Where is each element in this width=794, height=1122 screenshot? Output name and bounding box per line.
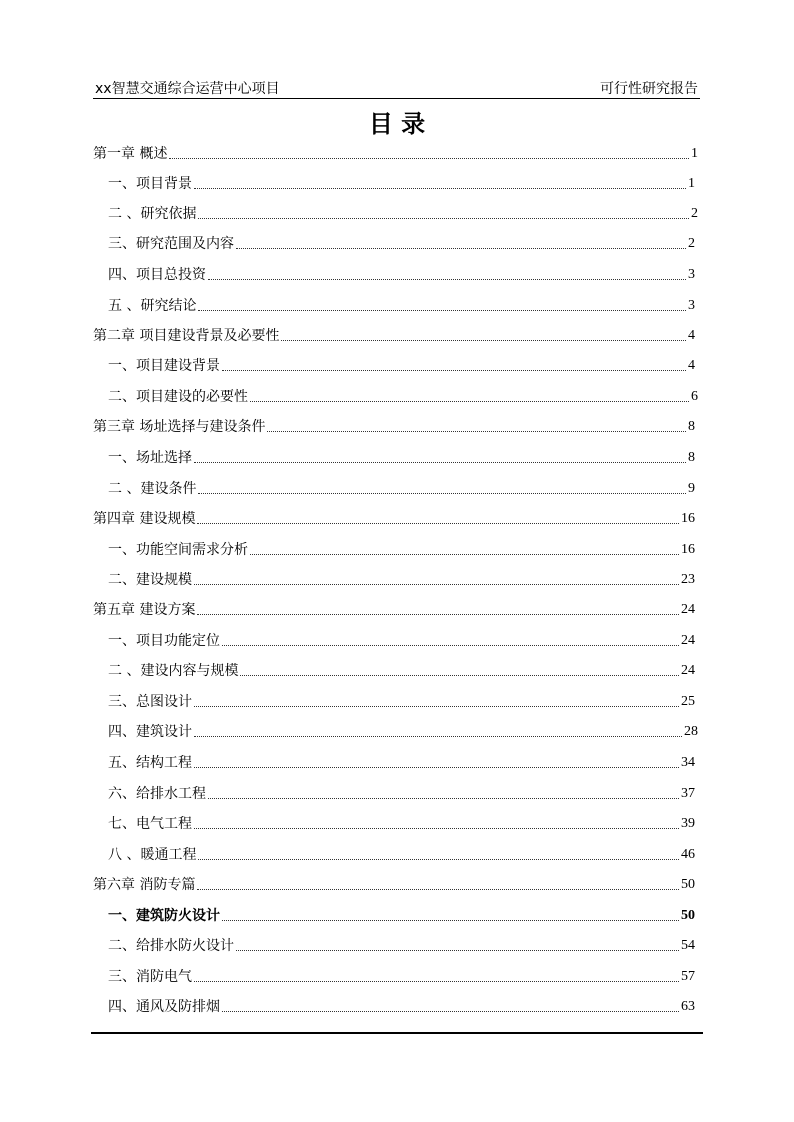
toc-leader [198, 310, 686, 311]
toc-label: 七、电气工程 [108, 816, 192, 832]
toc-leader [197, 614, 679, 615]
toc-section[interactable] [108, 934, 695, 956]
toc-chapter[interactable] [93, 598, 695, 620]
toc-page-number: 3 [688, 267, 695, 282]
toc-page-number: 1 [691, 146, 698, 161]
toc-leader [169, 158, 689, 159]
toc-section[interactable] [108, 690, 695, 712]
toc-label: 第四章 建设规模 [93, 511, 196, 527]
toc-label: 八 、暖通工程 [108, 847, 197, 863]
header-report-type: 可行性研究报告 [600, 81, 698, 97]
toc-section[interactable] [108, 782, 695, 804]
toc-label: 第二章 项目建设背景及必要性 [93, 328, 280, 344]
toc-page-number: 23 [681, 572, 695, 587]
toc-label: 第三章 场址选择与建设条件 [93, 419, 266, 435]
toc-leader [250, 401, 689, 402]
toc-leader [208, 279, 686, 280]
toc-label: 三、总图设计 [108, 694, 192, 710]
toc-label: 二、建设规模 [108, 572, 192, 588]
toc-section[interactable] [108, 385, 698, 407]
toc-section[interactable] [108, 202, 698, 224]
toc-page-number: 63 [681, 999, 695, 1014]
toc-label: 二 、建设条件 [108, 481, 197, 497]
toc-label: 一、场址选择 [108, 450, 192, 466]
toc-leader [222, 920, 679, 921]
toc-chapter[interactable] [93, 507, 695, 529]
toc-section[interactable] [108, 659, 695, 681]
toc-leader [194, 981, 679, 982]
toc-label: 第五章 建设方案 [93, 602, 196, 618]
toc-label: 三、消防电气 [108, 969, 192, 985]
toc-label: 五、结构工程 [108, 755, 192, 771]
toc-section[interactable] [108, 446, 695, 468]
toc-leader [281, 340, 686, 341]
toc-page-number: 28 [684, 724, 698, 739]
toc-leader [194, 188, 686, 189]
toc-section[interactable] [108, 568, 695, 590]
toc-leader [194, 736, 682, 737]
footer-rule [91, 1032, 703, 1034]
toc-label: 二 、建设内容与规模 [108, 663, 239, 679]
toc-page-number: 1 [688, 176, 695, 191]
toc-leader [222, 1011, 679, 1012]
toc-leader [250, 554, 679, 555]
toc-leader [236, 248, 686, 249]
toc-page-number: 6 [691, 389, 698, 404]
toc-page-number: 2 [688, 236, 695, 251]
toc-label: 六、给排水工程 [108, 786, 206, 802]
toc-page-number: 50 [681, 877, 695, 892]
toc-section[interactable] [108, 843, 695, 865]
toc-section[interactable] [108, 995, 695, 1017]
header-project-name: xx智慧交通综合运营中心项目 [95, 81, 280, 97]
toc-leader [240, 675, 679, 676]
toc-label: 一、项目背景 [108, 176, 192, 192]
toc-page-number: 25 [681, 694, 695, 709]
toc-leader [197, 889, 679, 890]
toc-label: 四、项目总投资 [108, 267, 206, 283]
toc-leader [267, 431, 686, 432]
toc-chapter[interactable] [93, 415, 695, 437]
toc-section[interactable] [108, 904, 695, 926]
toc-label: 二、给排水防火设计 [108, 938, 234, 954]
toc-leader [194, 828, 679, 829]
toc-leader [236, 950, 679, 951]
toc-page-number: 4 [688, 358, 695, 373]
toc-label: 第六章 消防专篇 [93, 877, 196, 893]
toc-page-number: 9 [688, 481, 695, 496]
toc-page-number: 34 [681, 755, 695, 770]
toc-section[interactable] [108, 812, 695, 834]
toc-leader [197, 523, 679, 524]
toc-page-number: 8 [688, 419, 695, 434]
toc-page-number: 16 [681, 542, 695, 557]
toc-section[interactable] [108, 263, 695, 285]
toc-label: 二、项目建设的必要性 [108, 389, 248, 405]
toc-page-number: 50 [681, 908, 695, 923]
toc-section[interactable] [108, 477, 695, 499]
toc-section[interactable] [108, 965, 695, 987]
toc-page-number: 54 [681, 938, 695, 953]
toc-label: 一、功能空间需求分析 [108, 542, 248, 558]
toc-leader [194, 706, 679, 707]
toc-leader [222, 645, 679, 646]
toc-page-number: 4 [688, 328, 695, 343]
toc-leader [198, 859, 679, 860]
toc-page-number: 3 [688, 298, 695, 313]
toc-page-number: 57 [681, 969, 695, 984]
toc-chapter[interactable] [93, 142, 698, 164]
toc-section[interactable] [108, 354, 695, 376]
toc-page-number: 16 [681, 511, 695, 526]
toc-section[interactable] [108, 720, 698, 742]
toc-page-number: 8 [688, 450, 695, 465]
toc-leader [198, 218, 689, 219]
toc-chapter[interactable] [93, 873, 695, 895]
toc-leader [198, 493, 686, 494]
toc-leader [222, 370, 686, 371]
toc-leader [194, 584, 679, 585]
toc-section[interactable] [108, 294, 695, 316]
page-header [93, 76, 700, 99]
toc-label: 二 、研究依据 [108, 206, 197, 222]
toc-page-number: 46 [681, 847, 695, 862]
toc-section[interactable] [108, 751, 695, 773]
toc-label: 一、建筑防火设计 [108, 908, 220, 924]
toc-section[interactable] [108, 232, 695, 254]
toc-label: 五 、研究结论 [108, 298, 197, 314]
toc-page-number: 2 [691, 206, 698, 221]
toc-page-number: 24 [681, 663, 695, 678]
toc-label: 第一章 概述 [93, 146, 168, 162]
toc-label: 三、研究范围及内容 [108, 236, 234, 252]
toc-section[interactable] [108, 629, 695, 651]
toc-page-number: 37 [681, 786, 695, 801]
toc-label: 一、项目功能定位 [108, 633, 220, 649]
toc-section[interactable] [108, 538, 695, 560]
toc-chapter[interactable] [93, 324, 695, 346]
toc-title: 目 录 [368, 110, 426, 138]
toc-section[interactable] [108, 172, 695, 194]
toc-label: 四、建筑设计 [108, 724, 192, 740]
toc-page-number: 39 [681, 816, 695, 831]
toc-leader [194, 767, 679, 768]
toc-label: 一、项目建设背景 [108, 358, 220, 374]
toc-page-number: 24 [681, 602, 695, 617]
toc-leader [208, 798, 679, 799]
toc-leader [194, 462, 686, 463]
toc-label: 四、通风及防排烟 [108, 999, 220, 1015]
toc-page-number: 24 [681, 633, 695, 648]
